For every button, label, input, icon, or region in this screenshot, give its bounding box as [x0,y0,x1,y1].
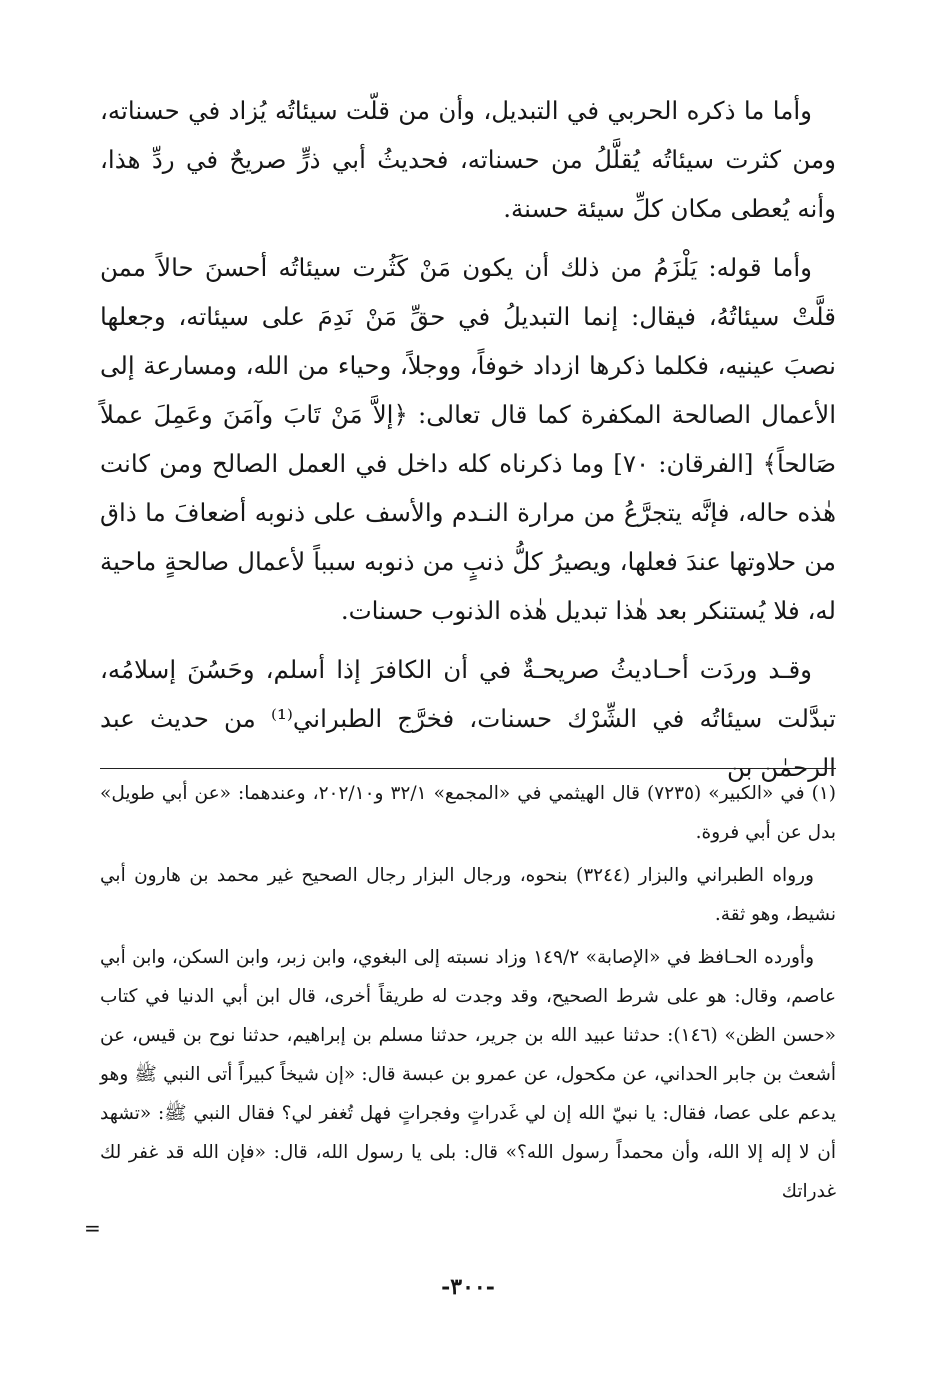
footnote-divider [100,768,836,769]
page-number: -٣٠٠- [441,1274,495,1300]
paragraph-3: وقـد وردَت أحـاديثُ صريحـةٌ في أن الكافرَ إذا أسلم، وحَسُنَ إسلامُه، تبدَّلت سيئاتُه في الشِّرْك حسنات، فخرَّج الطبراني⁽¹⁾ من حديث عبد الرحمٰن بن [100,655,836,782]
footnotes [100,774,836,1211]
continuation-mark: = [84,1216,101,1240]
paragraph-1: وأما ما ذكره الحربي في التبديل، وأن من قلّت سيئاتُه يُزاد في حسناته، ومن كثرت سيئاتُه يُقلَّلُ من حسناته، فحديثُ أبي ذرٍّ صريحٌ في ردِّ هذا، وأنه يُعطى مكان كلِّ سيئة حسنة. [100,96,836,223]
paragraph-2: وأما قوله: يَلْزَمُ من ذلك أن يكون مَنْ كَثُرت سيئاتُه أحسنَ حالاً ممن قلَّتْ سيئاتُهُ، فيقال: إنما التبديلُ في حقِّ مَنْ نَدِمَ على سيئاته، وجعلها نصبَ عينيه، فكلما ذكرها ازداد خوفاً، ووجلاً، وحياء من الله، ومسارعة إلى الأعمال الصالحة المكفرة كما قال تعالى: ﴿إلاَّ مَنْ تَابَ وآمَنَ وعَمِلَ عملاً صَالحاً﴾ [الفرقان: ٧٠] وما ذكرناه كله داخل في العمل الصالح ومن كانت هٰذه حاله، فإنَّه يتجرَّعُ من مرارة النـدم والأسف على ذنوبه أضعافَ ما ذاق من حلاوتها عندَ فعلها، ويصيرُ كلُّ ذنبٍ من ذنوبه سبباً لأعمال صالحةٍ ماحية له، فلا يُستنكر بعد هٰذا تبديل هٰذه الذنوب حسنات. [100,253,837,625]
footnote-3: وأورده الحـافظ في «الإصابة» ١٤٩/٢ وزاد نسبته إلى البغوي، وابن زبر، وابن السكن، وابن أبي عاصم، وقال: هو على شرط الصحيح، وقد وجدت له طريقاً أخرى، قال ابن أبي الدنيا في كتاب «حسن الظن» (١٤٦): حدثنا عبيد الله بن جرير، حدثنا مسلم بن إبراهيم، حدثنا نوح بن قيس، عن أشعث بن جابر الحداني، عن مكحول، عن عمرو بن عبسة قال: «إن شيخاً كبيراً أتى النبي ﷺ وهو يدعم على عصا، فقال: يا نبيّ الله إن لي غَدراتٍ وفجراتٍ فهل تُغفر لي؟ فقال النبي ﷺ: «تشهد أن لا إله إلا الله، وأن محمداً رسول الله؟» قال: بلى يا رسول الله، قال: «فإن الله قد غفر لك غدراتك [100,947,836,1202]
footnote-1: (١) في «الكبير» (٧٢٣٥) قال الهيثمي في «المجمع» ٣٢/١ و٢٠٢/١٠، وعندهما: «عن أبي طويل» بدل عن أبي فروة. [100,783,836,843]
main-text [100,86,836,792]
footnote-2: ورواه الطبراني والبزار (٣٢٤٤) بنحوه، ورجال البزار رجال الصحيح غير محمد بن هارون أبي نشيط، وهو ثقة. [100,865,836,925]
